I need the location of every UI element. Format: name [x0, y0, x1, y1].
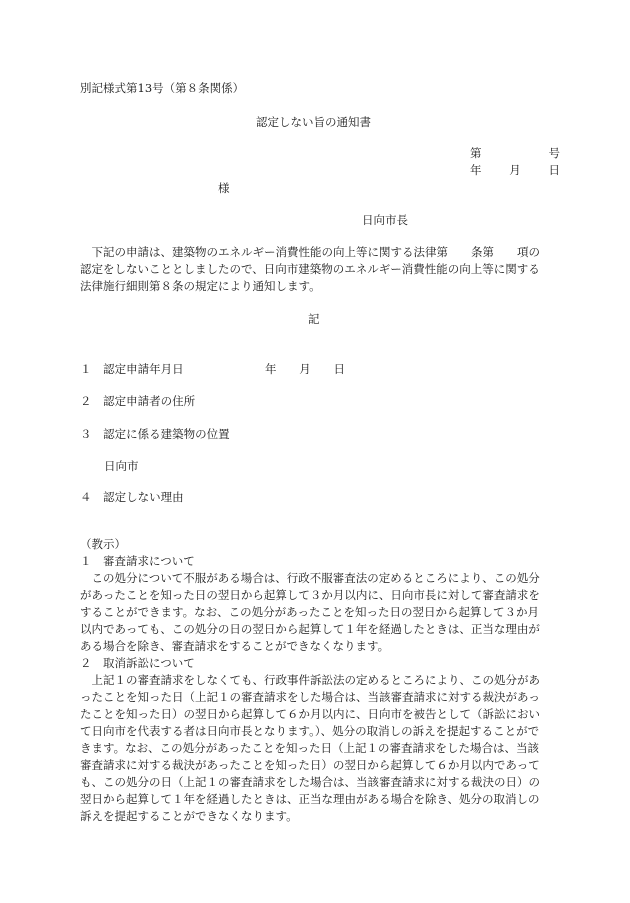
notice-heading: （教示） [80, 537, 126, 551]
item-3 [80, 426, 230, 443]
item-1-day: 日 [333, 362, 345, 376]
number-suffix: 号 [548, 146, 560, 160]
item-1-date [265, 361, 345, 378]
item-number: ２ [80, 394, 92, 408]
issue-date-month: 月 [509, 163, 521, 177]
item-number: ４ [80, 490, 92, 504]
body-paragraph: 下記の申請は、建築物のエネルギー消費性能の向上等に関する法律第 条第 項の認定をしないこととしましたので、日向市建築物のエネルギー消費性能の向上等に関する法律施行細則第８条の規定により通知します。 [80, 245, 540, 293]
ki-heading: 記 [308, 312, 320, 326]
issue-date-year: 年 [470, 163, 482, 177]
addressee-suffix: 様 [218, 181, 230, 195]
item-3-location: 日向市 [104, 459, 139, 473]
notice-section-1-title: １ 審査請求について [80, 554, 195, 568]
issuer-name: 日向市長 [362, 213, 408, 227]
document-number [470, 145, 560, 179]
number-prefix: 第 [470, 146, 482, 160]
item-label: 認定申請年月日 [103, 362, 184, 376]
item-label: 認定申請者の住所 [103, 394, 196, 408]
item-2 [80, 393, 195, 410]
issue-date-day: 日 [548, 163, 560, 177]
item-number: ３ [80, 427, 92, 441]
item-1 [80, 361, 184, 378]
item-4 [80, 489, 184, 506]
item-number: １ [80, 362, 92, 376]
issue-date [470, 162, 560, 179]
item-1-year: 年 [265, 362, 277, 376]
item-label: 認定に係る建築物の位置 [103, 427, 230, 441]
form-title: 別記様式第13号（第８条関係） [80, 81, 245, 95]
item-label: 認定しない理由 [103, 490, 184, 504]
notice-section-2-body: 上記１の審査請求をしなくても、行政事件訴訟法の定めるところにより、この処分があったことを知った日（上記１の審査請求をした場合は、当該審査請求に対する裁決があったことを知った日）の翌日から起算して６か月以内に、日向市を被告として（訴訟において日向市を代表する者は日向市長となります。）、処分の取消しの訴えを提起することができます。なお、この処分があったことを知った日（上記１の審査請求をした場合は、当該審査請求に対する裁決があったことを知った日）の翌日から起算して６か月以内であっても、この処分の日（上記１の審査請求をした場合は、当該審査請求に対する裁決の日）の翌日から起算して１年を経過したときは、正当な理由がある場合を除き、処分の取消しの訴えを提起することができなくなります。 [80, 673, 540, 823]
notice-section-2-title: ２ 取消訴訟について [80, 656, 195, 670]
document-title: 認定しない旨の通知書 [256, 115, 371, 129]
item-1-month: 月 [299, 362, 311, 376]
notice-section-1-body: この処分について不服がある場合は、行政不服審査法の定めるところにより、この処分があったことを知った日の翌日から起算して３か月以内に、日向市長に対して審査請求をすることができます。なお、この処分があったことを知った日の翌日から起算して３か月以内であっても、この処分の日の翌日から起算して１年を経過したときは、正当な理由がある場合を除き、審査請求をすることができなくなります。 [80, 571, 540, 653]
